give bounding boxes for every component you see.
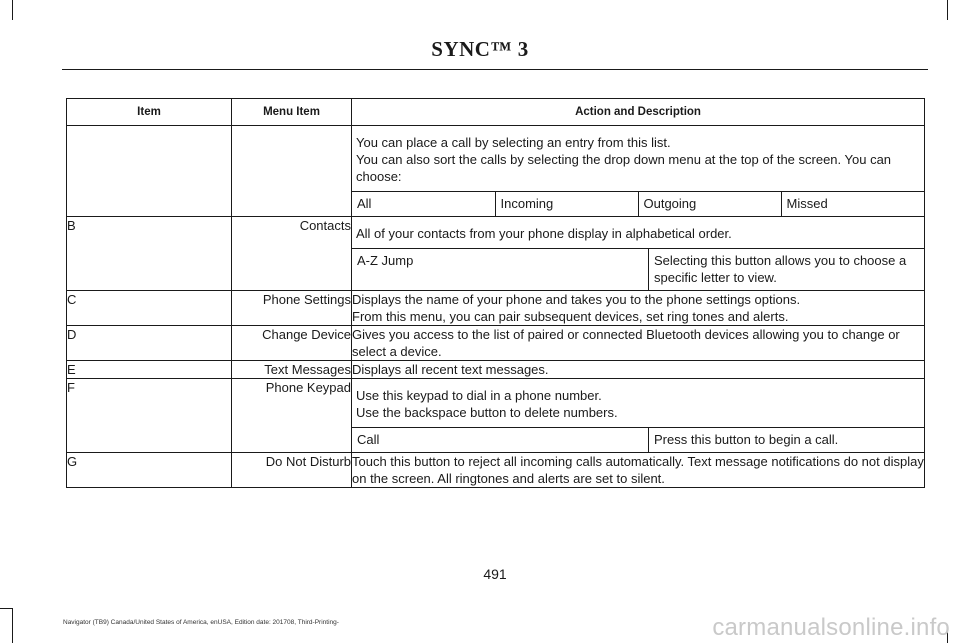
crop-mark	[947, 0, 948, 20]
item-cell: D	[67, 326, 232, 361]
description-cell	[352, 126, 925, 217]
header-rule	[62, 69, 928, 70]
sub-option-label: A-Z Jump	[352, 249, 649, 291]
sort-option-missed: Missed	[781, 192, 924, 217]
menu-item-cell: Phone Settings	[232, 291, 352, 326]
footer-edition-text: Navigator (TB9) Canada/United States of America, enUSA, Edition date: 201708, Third-Printing-	[63, 619, 339, 626]
description-cell	[352, 326, 925, 361]
item-cell: C	[67, 291, 232, 326]
menu-item-cell: Text Messages	[232, 361, 352, 379]
table-row	[67, 291, 925, 326]
sub-option-description: Selecting this button allows you to choose a specific letter to view.	[649, 249, 925, 291]
item-cell: F	[67, 379, 232, 453]
description-text: From this menu, you can pair subsequent devices, set ring tones and alerts.	[352, 309, 789, 324]
column-header-item: Item	[67, 99, 232, 126]
description-cell	[352, 217, 925, 291]
table-row	[67, 126, 925, 217]
sync-phone-menu-table	[66, 98, 925, 488]
description-text: Use the backspace button to delete numbers.	[356, 405, 618, 420]
column-header-menu-item: Menu Item	[232, 99, 352, 126]
page-number: 491	[483, 566, 507, 582]
description-cell	[352, 361, 925, 379]
menu-item-cell	[232, 126, 352, 217]
table-row	[67, 379, 925, 453]
crop-mark	[0, 608, 12, 609]
menu-item-cell: Contacts	[232, 217, 352, 291]
description-text: Use this keypad to dial in a phone number.	[356, 388, 602, 403]
sort-options-table	[352, 191, 924, 216]
sub-option-label: Call	[352, 428, 649, 453]
item-cell: E	[67, 361, 232, 379]
item-cell: G	[67, 453, 232, 488]
crop-mark	[12, 608, 13, 643]
description-text: Displays all recent text messages.	[352, 362, 549, 377]
table-row	[67, 326, 925, 361]
sub-option-table	[352, 427, 924, 452]
description-text: You can also sort the calls by selecting the drop down menu at the top of the screen. You can choose:	[356, 152, 892, 184]
description-cell	[352, 291, 925, 326]
table-row	[67, 361, 925, 379]
sort-option-incoming: Incoming	[495, 192, 638, 217]
watermark: carmanualsonline.info	[712, 614, 950, 641]
description-text: You can place a call by selecting an entry from this list.	[356, 135, 671, 150]
description-text: Touch this button to reject all incoming calls automatically. Text message notifications do not display on the screen. All ringtones and alerts are set to silent.	[352, 454, 924, 486]
description-text: All of your contacts from your phone display in alphabetical order.	[356, 226, 732, 241]
description-text: Gives you access to the list of paired or connected Bluetooth devices allowing you to change or select a device.	[352, 327, 900, 359]
sort-option-all: All	[352, 192, 495, 217]
description-cell	[352, 453, 925, 488]
menu-item-cell: Phone Keypad	[232, 379, 352, 453]
item-cell	[67, 126, 232, 217]
page-title: SYNC™ 3	[431, 37, 529, 61]
crop-mark	[12, 0, 13, 20]
table-header-row	[67, 99, 925, 126]
sort-option-outgoing: Outgoing	[638, 192, 781, 217]
column-header-action: Action and Description	[352, 99, 925, 126]
sub-option-description: Press this button to begin a call.	[649, 428, 925, 453]
description-text: Displays the name of your phone and takes you to the phone settings options.	[352, 292, 801, 307]
menu-item-cell: Change Device	[232, 326, 352, 361]
sub-option-table	[352, 248, 924, 290]
item-cell: B	[67, 217, 232, 291]
menu-item-cell: Do Not Disturb	[232, 453, 352, 488]
table-row	[67, 217, 925, 291]
table-row	[67, 453, 925, 488]
description-cell	[352, 379, 925, 453]
